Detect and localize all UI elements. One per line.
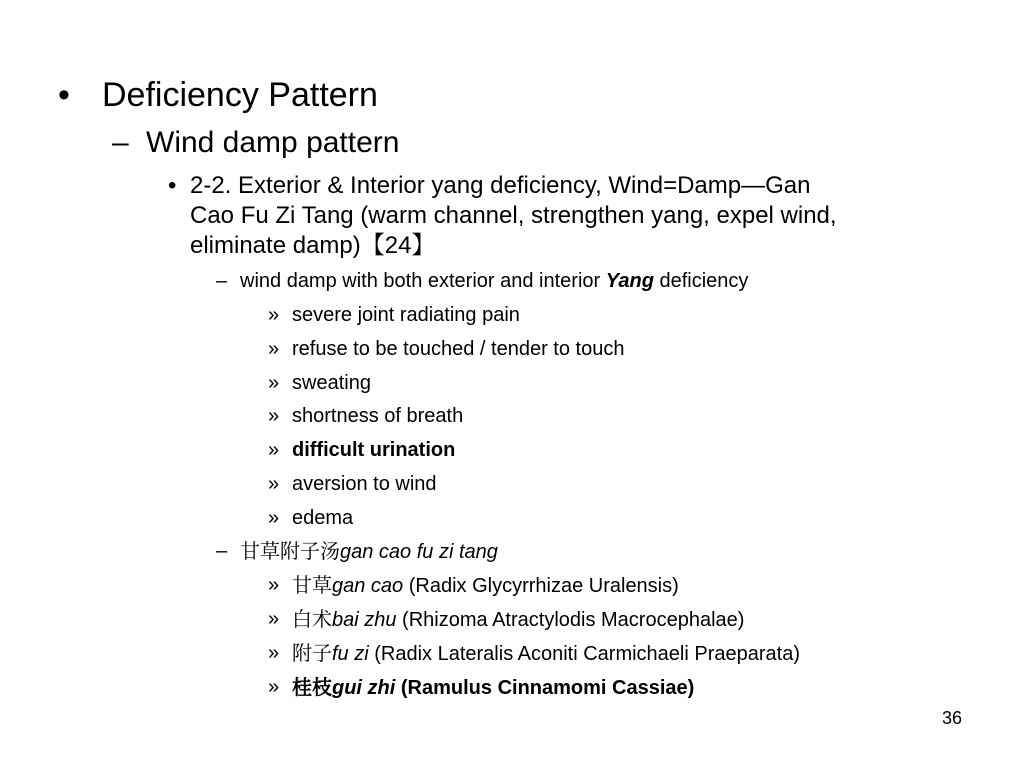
- formula-heading: [240, 540, 498, 564]
- herb-latin: (Radix Glycyrrhizae Uralensis): [403, 575, 679, 597]
- main-point-line2: Cao Fu Zi Tang (warm channel, strengthen yang, expel wind,: [190, 202, 837, 229]
- herb-pinyin: gui zhi: [332, 677, 396, 699]
- sub-marker: »: [268, 507, 280, 529]
- dash-marker: –: [112, 126, 129, 159]
- herb-item: [292, 608, 744, 632]
- dash-marker: –: [216, 540, 228, 562]
- herb-item: [292, 574, 679, 598]
- symptom-item: severe joint radiating pain: [292, 304, 520, 326]
- herb-pinyin: bai zhu: [332, 609, 397, 631]
- symptom-item: aversion to wind: [292, 473, 437, 495]
- dash-marker: –: [216, 270, 228, 292]
- formula-pinyin: gan cao fu zi tang: [340, 541, 498, 563]
- herb-pinyin: gan cao: [332, 575, 404, 597]
- sub-marker: »: [268, 439, 280, 461]
- sub-marker: »: [268, 304, 280, 326]
- symptoms-heading-emph: Yang: [605, 270, 654, 292]
- herb-chinese: 甘草: [292, 573, 332, 597]
- herb-chinese: 白术: [292, 607, 332, 631]
- symptoms-heading: [240, 270, 748, 293]
- sub-marker: »: [268, 473, 280, 495]
- herb-latin: (Radix Lateralis Aconiti Carmichaeli Praeparata): [368, 643, 800, 665]
- sub-marker: »: [268, 338, 280, 360]
- symptom-item: sweating: [292, 372, 371, 394]
- symptom-item-emphasized: difficult urination: [292, 439, 456, 461]
- symptoms-heading-post: deficiency: [653, 270, 749, 292]
- herb-latin: (Rhizoma Atractylodis Macrocephalae): [396, 609, 745, 631]
- herb-latin: (Ramulus Cinnamomi Cassiae): [395, 677, 695, 699]
- herb-item-emphasized: [292, 676, 694, 700]
- symptom-item: edema: [292, 507, 354, 529]
- sub-marker: »: [268, 574, 280, 596]
- symptom-item: refuse to be touched / tender to touch: [292, 338, 625, 360]
- main-point-line1: 2-2. Exterior & Interior yang deficiency, Wind=Damp—Gan: [190, 172, 811, 199]
- bullet-marker: •: [58, 76, 70, 114]
- slide-title: Deficiency Pattern: [102, 76, 378, 114]
- formula-chinese: 甘草附子汤: [240, 539, 340, 563]
- sub-marker: »: [268, 642, 280, 664]
- bullet-marker: •: [168, 172, 177, 199]
- sub-marker: »: [268, 405, 280, 427]
- page-number: 36: [941, 708, 962, 728]
- herb-pinyin: fu zi: [332, 643, 369, 665]
- herb-chinese: 桂枝: [292, 675, 332, 699]
- symptom-item: shortness of breath: [292, 405, 464, 427]
- herb-chinese: 附子: [292, 641, 332, 665]
- sub-marker: »: [268, 676, 280, 698]
- main-point-line3: eliminate damp)【24】: [190, 232, 436, 259]
- herb-item: [292, 642, 800, 666]
- sub-marker: »: [268, 372, 280, 394]
- symptoms-heading-pre: wind damp with both exterior and interior: [240, 270, 606, 292]
- subtitle: Wind damp pattern: [146, 126, 400, 159]
- sub-marker: »: [268, 608, 280, 630]
